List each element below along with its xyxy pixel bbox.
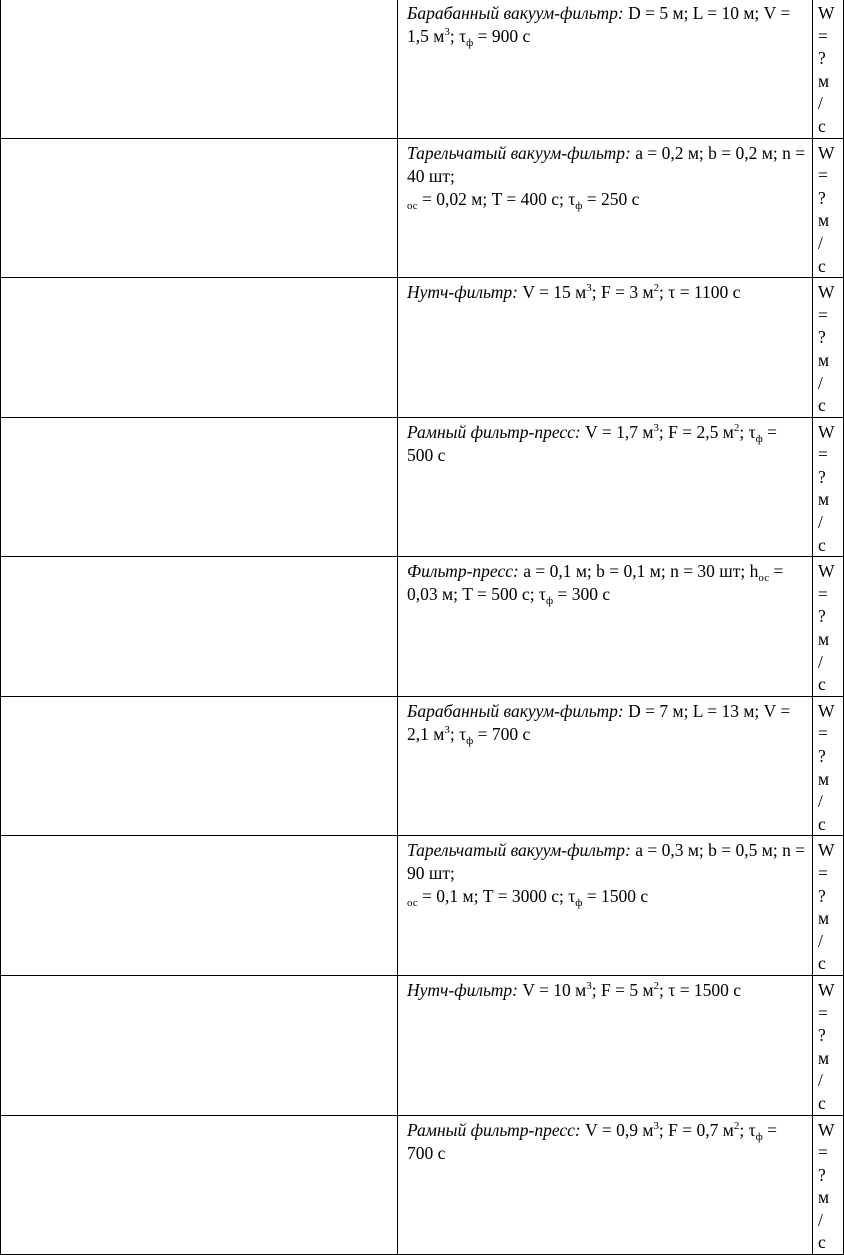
parameters-cell bbox=[398, 975, 813, 1115]
superscript: 2 bbox=[653, 282, 660, 295]
unknown-cell bbox=[813, 1115, 844, 1255]
param-text: ; F = 3 м bbox=[591, 282, 654, 303]
unknown-char: = bbox=[818, 723, 828, 744]
param-text: a = 0,3 м; b = 0,5 м; n = 90 шт; bbox=[407, 840, 806, 884]
unknown-char: м bbox=[818, 349, 830, 370]
unknown-cell bbox=[813, 138, 844, 278]
param-text: = 0,02 м; T = 400 с; τ bbox=[417, 188, 576, 209]
unknown-char: / bbox=[818, 372, 823, 393]
superscript: 3 bbox=[653, 421, 659, 434]
unknown-char: / bbox=[818, 232, 823, 253]
param-text: ; τ bbox=[449, 723, 467, 744]
unknown-char: / bbox=[818, 1209, 823, 1230]
unknown-char: ? bbox=[818, 746, 826, 766]
param-text: ; F = 0,7 м bbox=[658, 1119, 734, 1140]
parameters-cell bbox=[398, 836, 813, 976]
subscript: ф bbox=[575, 897, 583, 910]
unknown-char: = bbox=[818, 862, 828, 883]
subscript: ф bbox=[545, 595, 554, 608]
empty-cell bbox=[1, 1115, 398, 1255]
empty-cell bbox=[1, 138, 398, 278]
unknown-char: = bbox=[818, 1002, 828, 1023]
param-text: V = 0,9 м bbox=[580, 1119, 654, 1140]
superscript: 3 bbox=[586, 282, 592, 295]
param-text: = 300 с bbox=[553, 584, 611, 605]
subscript: ф bbox=[466, 734, 474, 747]
unknown-char: / bbox=[818, 930, 823, 951]
unknown-char: ? bbox=[818, 466, 826, 487]
superscript: 3 bbox=[586, 979, 592, 992]
param-text: a = 0,1 м; b = 0,1 м; n = 30 шт; h bbox=[518, 561, 759, 582]
param-text: ; τ bbox=[739, 421, 756, 442]
unknown-char: м bbox=[818, 1187, 830, 1208]
unknown-char: м bbox=[818, 70, 830, 91]
unknown-char: м bbox=[818, 908, 830, 929]
unknown-char: W bbox=[818, 421, 835, 442]
unknown-char: = bbox=[818, 165, 828, 186]
unknown-char: с bbox=[818, 255, 826, 276]
unknown-char: ? bbox=[818, 606, 826, 627]
table-row bbox=[1, 975, 844, 1115]
unknown-cell bbox=[813, 975, 844, 1115]
table-row bbox=[1, 696, 844, 836]
unknown-char: W bbox=[818, 700, 835, 721]
parameters-cell bbox=[398, 278, 813, 418]
unknown-char: с bbox=[818, 395, 826, 416]
filter-type: Тарельчатый вакуум-фильтр: bbox=[407, 142, 631, 163]
unknown-char: / bbox=[818, 651, 823, 672]
unknown-char: с bbox=[818, 674, 826, 695]
unknown-char: W bbox=[818, 979, 835, 1000]
superscript: 3 bbox=[444, 723, 450, 736]
param-text: ; τ bbox=[449, 26, 467, 46]
unknown-char: = bbox=[818, 444, 828, 465]
unknown-cell bbox=[813, 278, 844, 418]
unknown-cell bbox=[813, 417, 844, 557]
param-text: ; τ = 1500 с bbox=[659, 979, 742, 1000]
superscript: 2 bbox=[733, 421, 740, 434]
unknown-char: = bbox=[818, 25, 828, 46]
parameters-cell bbox=[398, 1115, 813, 1255]
unknown-cell bbox=[813, 696, 844, 836]
param-text: ; τ bbox=[739, 1119, 756, 1140]
unknown-char: W bbox=[818, 840, 835, 861]
param-text: = 900 с bbox=[473, 26, 531, 46]
subscript: ф bbox=[575, 199, 583, 212]
table-row bbox=[1, 1115, 844, 1255]
table-row bbox=[1, 836, 844, 976]
param-text: a = 0,2 м; b = 0,2 м; n = 40 шт; bbox=[407, 142, 806, 186]
filter-type: Нутч-фильтр: bbox=[407, 282, 518, 303]
subscript: ф bbox=[466, 37, 474, 49]
param-text: = 250 с bbox=[582, 188, 640, 209]
unknown-char: W bbox=[818, 282, 835, 303]
param-text: ; τ = 1100 с bbox=[659, 282, 741, 303]
table-row bbox=[1, 417, 844, 557]
param-text: ; F = 5 м bbox=[591, 979, 654, 1000]
param-text: V = 15 м bbox=[517, 282, 587, 303]
unknown-char: / bbox=[818, 1070, 823, 1091]
empty-cell bbox=[1, 278, 398, 418]
unknown-char: ? bbox=[818, 1025, 826, 1046]
filter-type: Барабанный вакуум-фильтр: bbox=[407, 700, 624, 721]
unknown-char: с bbox=[818, 813, 826, 834]
parameters-cell bbox=[398, 0, 813, 138]
param-text: = 0,1 м; T = 3000 с; τ bbox=[417, 886, 576, 907]
filter-type: Рамный фильтр-пресс: bbox=[407, 421, 581, 442]
unknown-char: с bbox=[818, 1092, 826, 1113]
param-text: = 1500 с bbox=[582, 886, 649, 907]
unknown-char: ? bbox=[818, 327, 826, 348]
parameters-cell bbox=[398, 417, 813, 557]
unknown-char: = bbox=[818, 1142, 828, 1163]
subscript: ос bbox=[407, 897, 418, 910]
unknown-char: с bbox=[818, 115, 826, 136]
empty-cell bbox=[1, 0, 398, 138]
param-text: = 500 с bbox=[407, 421, 777, 465]
param-text: = 0,03 м; T = 500 с; τ bbox=[407, 561, 784, 605]
filter-type: Барабанный вакуум-фильтр: bbox=[407, 3, 624, 23]
superscript: 2 bbox=[653, 979, 660, 992]
table-row bbox=[1, 278, 844, 418]
param-text: V = 10 м bbox=[517, 979, 587, 1000]
subscript: ф bbox=[755, 1130, 763, 1143]
unknown-char: с bbox=[818, 1232, 826, 1253]
subscript: ос bbox=[407, 199, 418, 212]
param-text: V = 1,7 м bbox=[580, 421, 654, 442]
subscript: ф bbox=[755, 432, 763, 445]
unknown-char: м bbox=[818, 1047, 830, 1068]
table-row bbox=[1, 0, 844, 138]
superscript: 3 bbox=[653, 1119, 659, 1132]
unknown-char: м bbox=[818, 768, 830, 789]
superscript: 2 bbox=[733, 1119, 740, 1132]
unknown-char: ? bbox=[818, 1164, 826, 1185]
unknown-char: с bbox=[818, 953, 826, 974]
unknown-char: = bbox=[818, 583, 828, 604]
table-row bbox=[1, 557, 844, 697]
parameters-cell bbox=[398, 557, 813, 697]
unknown-char: м bbox=[818, 210, 830, 231]
unknown-cell bbox=[813, 0, 844, 138]
unknown-char: = bbox=[818, 304, 828, 325]
empty-cell bbox=[1, 836, 398, 976]
unknown-char: / bbox=[818, 791, 823, 812]
empty-cell bbox=[1, 417, 398, 557]
filter-type: Тарельчатый вакуум-фильтр: bbox=[407, 840, 631, 861]
param-text: D = 5 м; L = 10 м; V = 1,5 м bbox=[407, 3, 791, 46]
filter-type: Нутч-фильтр: bbox=[407, 979, 518, 1000]
parameters-cell bbox=[398, 138, 813, 278]
param-text: = 700 с bbox=[473, 723, 531, 744]
unknown-char: м bbox=[818, 489, 830, 510]
unknown-cell bbox=[813, 557, 844, 697]
unknown-char: с bbox=[818, 534, 826, 555]
param-text: = 700 с bbox=[407, 1119, 777, 1163]
filter-type: Фильтр-пресс: bbox=[407, 561, 519, 582]
unknown-char: W bbox=[818, 1119, 835, 1140]
unknown-char: / bbox=[818, 93, 823, 114]
unknown-char: ? bbox=[818, 48, 826, 69]
table-row bbox=[1, 138, 844, 278]
param-text: ; F = 2,5 м bbox=[658, 421, 734, 442]
empty-cell bbox=[1, 557, 398, 697]
unknown-char: ? bbox=[818, 187, 826, 208]
unknown-char: W bbox=[818, 142, 835, 163]
empty-cell bbox=[1, 696, 398, 836]
unknown-char: W bbox=[818, 561, 835, 582]
filter-type: Рамный фильтр-пресс: bbox=[407, 1119, 581, 1140]
empty-cell bbox=[1, 975, 398, 1115]
unknown-cell bbox=[813, 836, 844, 976]
subscript: ос bbox=[758, 572, 770, 585]
unknown-char: W bbox=[818, 3, 835, 23]
parameters-cell bbox=[398, 696, 813, 836]
unknown-char: / bbox=[818, 512, 823, 533]
param-text: D = 7 м; L = 13 м; V = 2,1 м bbox=[407, 700, 791, 744]
superscript: 3 bbox=[444, 26, 450, 38]
unknown-char: ? bbox=[818, 885, 826, 906]
unknown-char: м bbox=[818, 629, 830, 650]
